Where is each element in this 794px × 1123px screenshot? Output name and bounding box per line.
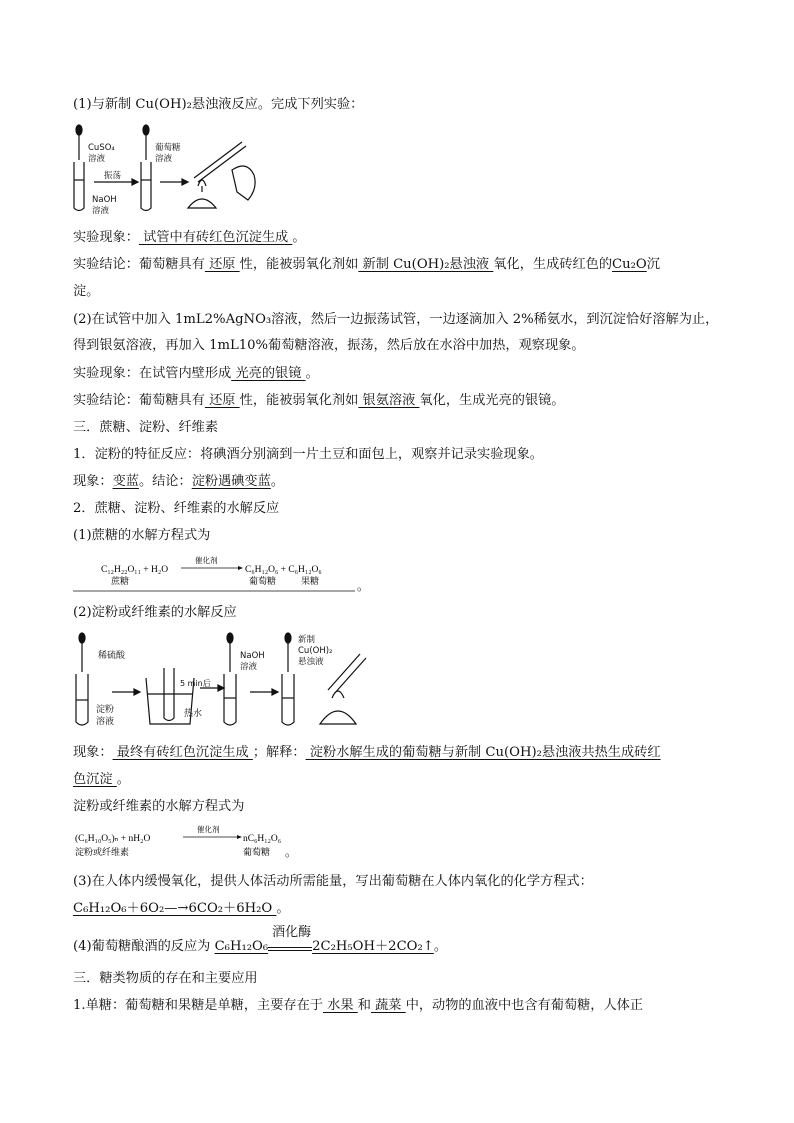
svg-text:NaOH: NaOH bbox=[240, 651, 265, 661]
svg-text:NaOH: NaOH bbox=[92, 195, 117, 205]
item-4: (4)葡萄糖酿酒的反应为 C₆H₁₂O₆ 酒化酶 2C₂H₅OH＋2CO₂↑。 bbox=[73, 925, 447, 954]
svg-text:新制: 新制 bbox=[298, 635, 316, 645]
svg-text:葡萄糖: 葡萄糖 bbox=[155, 143, 181, 153]
starch-hydrolysis-figure bbox=[72, 628, 372, 730]
svg-text:催化剂: 催化剂 bbox=[197, 825, 220, 834]
item-2-2-phenomenon: 现象： 最终有砖红色沉淀生成 ；解释： 淀粉水解生成的葡萄糖与新制 Cu(OH)₂悬浊液共热生成砖红 bbox=[73, 745, 661, 760]
s2-phenomenon: 实验现象：在试管内壁形成 光亮的银镜 。 bbox=[73, 366, 319, 381]
svg-text:振荡: 振荡 bbox=[104, 171, 122, 181]
answer-blank: 2C₂H₅OH＋2CO₂↑ bbox=[312, 939, 434, 954]
svg-text:热水: 热水 bbox=[184, 709, 203, 719]
svg-text:悬浊液: 悬浊液 bbox=[298, 657, 324, 667]
item-2-2: (2)淀粉或纤维素的水解反应 bbox=[73, 605, 237, 620]
svg-text:溶液: 溶液 bbox=[96, 717, 115, 727]
svg-text:C₆H₁₂O₆ + C₆H₁₂O₆: C₆H₁₂O₆ + C₆H₁₂O₆ bbox=[245, 565, 322, 575]
item-3-equation: C₆H₁₂O₆＋6O₂—→6CO₂＋6H₂O 。 bbox=[73, 901, 290, 916]
svg-text:CuSO₄: CuSO₄ bbox=[88, 143, 115, 153]
heading-sucrose-starch-cellulose: 三．蔗糖、淀粉、纤维素 bbox=[73, 420, 219, 435]
svg-text:(C₆H₁₀O₅)ₙ + nH₂O: (C₆H₁₀O₅)ₙ + nH₂O bbox=[75, 834, 151, 844]
svg-text:淀粉: 淀粉 bbox=[96, 705, 115, 715]
svg-text:稀硫酸: 稀硫酸 bbox=[98, 651, 126, 661]
s2-line-2: 得到银氨溶液，再加入 1mL10%葡萄糖溶液，振荡，然后放在水浴中加热，观察现象。 bbox=[73, 338, 585, 353]
svg-text:葡萄糖: 葡萄糖 bbox=[249, 577, 277, 587]
item-1-phenomenon: 现象：变蓝。结论：淀粉遇碘变蓝。 bbox=[73, 474, 284, 489]
item-2-1: (1)蔗糖的水解方程式为 bbox=[73, 528, 211, 543]
answer-blank: 淀粉水解生成的葡萄糖与新制 Cu(OH)₂悬浊液共热生成砖红 bbox=[305, 745, 661, 760]
answer-blank: 试管中有砖红色沉淀生成 bbox=[138, 230, 293, 245]
glucose-cuoh-experiment-figure bbox=[72, 120, 272, 218]
item-3-line-1: (3)在人体内缓慢氧化，提供人体活动所需能量，写出葡萄糖在人体内氧化的化学方程式： bbox=[73, 874, 593, 889]
answer-blank: 新制 Cu(OH)₂悬浊液 bbox=[358, 257, 494, 272]
svg-text:溶液: 溶液 bbox=[155, 154, 173, 164]
answer-blank: 最终有砖红色沉淀生成 bbox=[112, 745, 253, 760]
answer-blank: 还原 bbox=[204, 393, 240, 408]
answer-blank: 色沉淀 bbox=[73, 772, 117, 787]
s1-phenomenon: 实验现象： 试管中有砖红色沉淀生成 。 bbox=[73, 230, 306, 245]
answer-blank: 水果 bbox=[322, 998, 358, 1013]
heading-existence-applications: 三．糖类物质的存在和主要应用 bbox=[73, 971, 258, 986]
svg-text:。: 。 bbox=[357, 579, 370, 593]
svg-text:nC₆H₁₂O₆: nC₆H₁₂O₆ bbox=[243, 834, 282, 844]
s1-conclusion-cont: 淀。 bbox=[73, 284, 100, 299]
svg-text:溶液: 溶液 bbox=[88, 154, 106, 164]
svg-text:C₁₂H₂₂O₁₁ + H₂O: C₁₂H₂₂O₁₁ + H₂O bbox=[101, 565, 169, 575]
answer-blank: 变蓝 bbox=[112, 474, 139, 489]
item-2-2-explanation-cont: 色沉淀 。 bbox=[73, 772, 130, 787]
svg-text:淀粉或纤维素: 淀粉或纤维素 bbox=[75, 848, 130, 858]
answer-blank: 还原 bbox=[204, 257, 240, 272]
svg-text:。: 。 bbox=[285, 845, 298, 859]
reaction-arrow: 酒化酶 bbox=[268, 938, 312, 956]
svg-text:Cu(OH)₂: Cu(OH)₂ bbox=[298, 646, 333, 656]
answer-blank: 光亮的银镜 bbox=[231, 366, 306, 381]
sucrose-hydrolysis-equation bbox=[73, 554, 373, 594]
answer-blank: C₆H₁₂O₆ bbox=[214, 939, 269, 954]
svg-text:果糖: 果糖 bbox=[301, 577, 320, 587]
svg-text:葡萄糖: 葡萄糖 bbox=[243, 848, 271, 858]
svg-text:5 min后: 5 min后 bbox=[180, 679, 211, 688]
item-2: 2．蔗糖、淀粉、纤维素的水解反应 bbox=[73, 501, 280, 516]
item-2-2-equation-label: 淀粉或纤维素的水解方程式为 bbox=[73, 799, 245, 814]
item-monosaccharide: 1.单糖：葡萄糖和果糖是单糖，主要存在于 水果 和 蔬菜 中，动物的血液中也含有葡萄糖，人体正 bbox=[73, 998, 644, 1013]
answer-blank: 蔬菜 bbox=[370, 998, 406, 1013]
item-1: 1．淀粉的特征反应：将碘酒分别滴到一片土豆和面包上，观察并记录实验现象。 bbox=[73, 447, 543, 462]
starch-hydrolysis-equation bbox=[73, 823, 313, 863]
answer-blank: C₆H₁₂O₆＋6O₂—→6CO₂＋6H₂O bbox=[73, 901, 277, 916]
svg-text:催化剂: 催化剂 bbox=[195, 556, 218, 565]
answer-blank: Cu₂O bbox=[612, 257, 647, 272]
answer-blank: 银氨溶液 bbox=[358, 393, 420, 408]
svg-text:溶液: 溶液 bbox=[240, 662, 258, 672]
s1-conclusion: 实验结论：葡萄糖具有 还原 性，能被弱氧化剂如 新制 Cu(OH)₂悬浊液 氧化，生成砖红色的Cu₂O沉 bbox=[73, 257, 660, 272]
section-1-intro: (1)与新制 Cu(OH)₂悬浊液反应。完成下列实验： bbox=[73, 97, 364, 112]
s2-conclusion: 实验结论：葡萄糖具有 还原 性，能被弱氧化剂如 银氨溶液 氧化，生成光亮的银镜。 bbox=[73, 393, 565, 408]
s2-line-1: (2)在试管中加入 1mL2%AgNO₃溶液，然后一边振荡试管，一边逐滴加入 2%稀氨水，到沉淀恰好溶解为止， bbox=[73, 312, 719, 327]
svg-text:溶液: 溶液 bbox=[92, 206, 110, 216]
svg-text:蔗糖: 蔗糖 bbox=[111, 577, 130, 587]
answer-blank: 淀粉遇碘变蓝 bbox=[191, 474, 271, 489]
